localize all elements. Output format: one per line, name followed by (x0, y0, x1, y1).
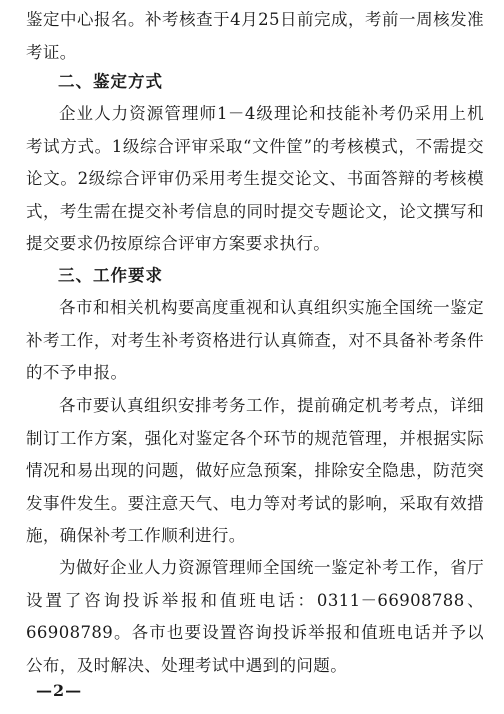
paragraph-assessment-method: 企业人力资源管理师1－4级理论和技能补考仍采用上机考试方式。1级综合评审采取“文件筐”的考核模式，不需提交论文。2级综合评审仍采用考生提交论文、书面答辩的考核模式，考生需在提交补考信息的同时提交专题论文，论文撰写和提交要求仍按原综合评审方案要求执行。 (26, 104, 484, 253)
section-heading-work-requirements: 三、工作要求 (58, 266, 163, 285)
section-heading-assessment-method: 二、鉴定方式 (58, 72, 163, 91)
paragraph-hotline: 为做好企业人力资源管理师全国统一鉴定补考工作，省厅设置了咨询投诉举报和值班电话：0311－66908788、66908789。各市也要设置咨询投诉举报和值班电话并予以公布，及时解决、处理考试中遇到的问题。 (26, 558, 484, 675)
page-number: —2— (36, 681, 83, 700)
paragraph-organization-requirements: 各市和相关机构要高度重视和认真组织实施全国统一鉴定补考工作，对考生补考资格进行认真筛查，对不具备补考条件的不予申报。 (26, 298, 484, 382)
paragraph-exam-affairs: 各市要认真组织安排考务工作，提前确定机考考点，详细制订工作方案，强化对鉴定各个环节的规范管理，并根据实际情况和易出现的问题，做好应急预案，排除安全隐患，防范突发事件发生。要注意天气、电力等对考试的影响，采取有效措施，确保补考工作顺利进行。 (26, 396, 484, 545)
paragraph-registration-continued: 鉴定中心报名。补考核查于4月25日前完成，考前一周核发准考证。 (26, 10, 484, 62)
